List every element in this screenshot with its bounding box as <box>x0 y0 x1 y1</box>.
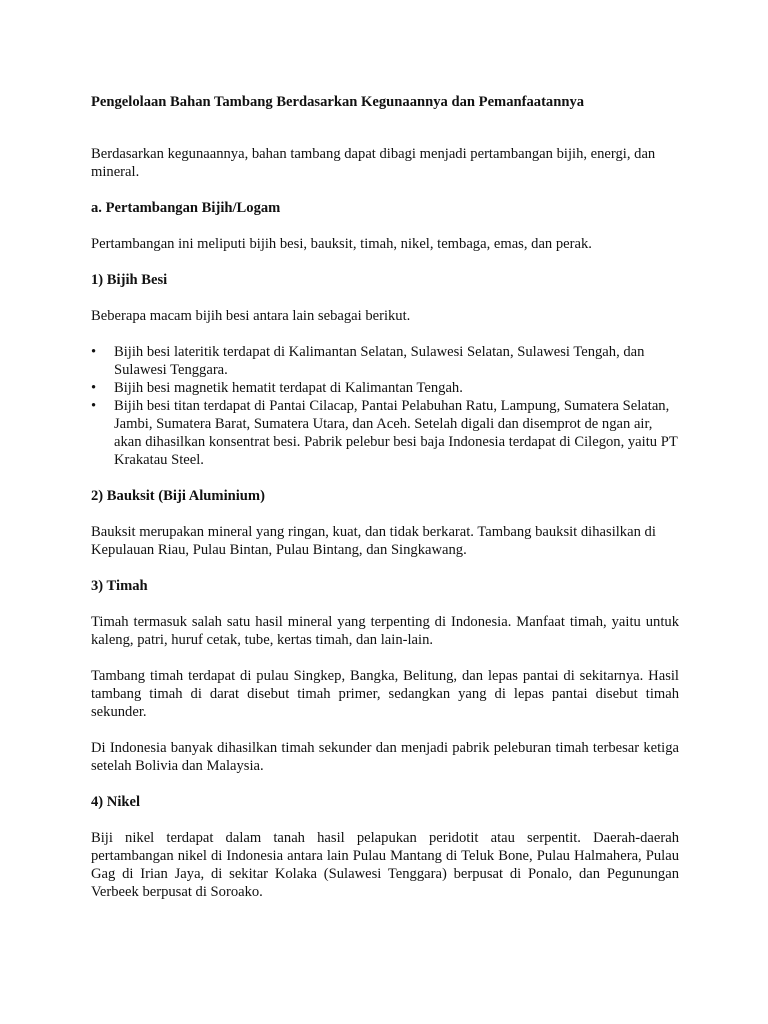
bullet-icon: • <box>91 380 97 396</box>
section-a-heading: a. Pertambangan Bijih/Logam <box>91 200 281 216</box>
timah-paragraph-2: Tambang timah terdapat di pulau Singkep, Bangka, Belitung, dan lepas pantai di sekitarnya. Hasil tambang timah di darat disebut timah primer, sedangkan yang di lepas pantai disebut timah sekunder. <box>91 668 679 720</box>
list-item-text: Bijih besi lateritik terdapat di Kalimantan Selatan, Sulawesi Selatan, Sulawesi Tengah, dan Sulawesi Tenggara. <box>114 344 645 378</box>
bauksit-heading: 2) Bauksit (Biji Aluminium) <box>91 488 265 504</box>
document-page <box>91 93 679 919</box>
intro-paragraph: Berdasarkan kegunaannya, bahan tambang dapat dibagi menjadi pertambangan bijih, energi, dan mineral. <box>91 146 656 180</box>
document-title: Pengelolaan Bahan Tambang Berdasarkan Kegunaannya dan Pemanfaatannya <box>91 94 585 110</box>
bijih-besi-paragraph: Beberapa macam bijih besi antara lain sebagai berikut. <box>91 308 411 324</box>
list-item-text: Bijih besi magnetik hematit terdapat di Kalimantan Tengah. <box>114 380 463 396</box>
bullet-icon: • <box>91 344 97 360</box>
timah-paragraph-3: Di Indonesia banyak dihasilkan timah sekunder dan menjadi pabrik peleburan timah terbesar ketiga setelah Bolivia dan Malaysia. <box>91 740 679 774</box>
nikel-paragraph: Biji nikel terdapat dalam tanah hasil pelapukan peridotit atau serpentit. Daerah-daerah pertambangan nikel di Indonesia antara lain Pulau Mantang di Teluk Bone, Pulau Halmahera, Pulau Gag di Irian Jaya, di sekitar Kolaka (Sulawesi Tenggara) berpusat di Ponalo, dan Pegunungan Verbeek berpusat di Soroako. <box>91 830 679 900</box>
bullet-icon: • <box>91 398 97 414</box>
section-a-paragraph: Pertambangan ini meliputi bijih besi, bauksit, timah, nikel, tembaga, emas, dan perak. <box>91 236 592 252</box>
list-item <box>91 379 679 397</box>
timah-paragraph-1: Timah termasuk salah satu hasil mineral yang terpenting di Indonesia. Manfaat timah, yaitu untuk kaleng, patri, huruf cetak, tube, kertas timah, dan lain-lain. <box>91 614 679 648</box>
bijih-besi-list <box>91 343 679 469</box>
list-item <box>91 397 679 469</box>
bauksit-paragraph: Bauksit merupakan mineral yang ringan, kuat, dan tidak berkarat. Tambang bauksit dihasilkan di Kepulauan Riau, Pulau Bintan, Pulau Bintang, dan Singkawang. <box>91 524 656 558</box>
list-item-text: Bijih besi titan terdapat di Pantai Cilacap, Pantai Pelabuhan Ratu, Lampung, Sumatera Selatan, Jambi, Sumatera Barat, Sumatera Utara, dan Aceh. Setelah digali dan disemprot de ngan air, akan dihasilkan konsentrat besi. Pabrik pelebur besi baja Indonesia terdapat di Cilegon, yaitu PT Krakatau Steel. <box>114 398 678 468</box>
bijih-besi-heading: 1) Bijih Besi <box>91 272 168 288</box>
nikel-heading: 4) Nikel <box>91 794 141 810</box>
list-item <box>91 343 679 379</box>
timah-heading: 3) Timah <box>91 578 148 594</box>
